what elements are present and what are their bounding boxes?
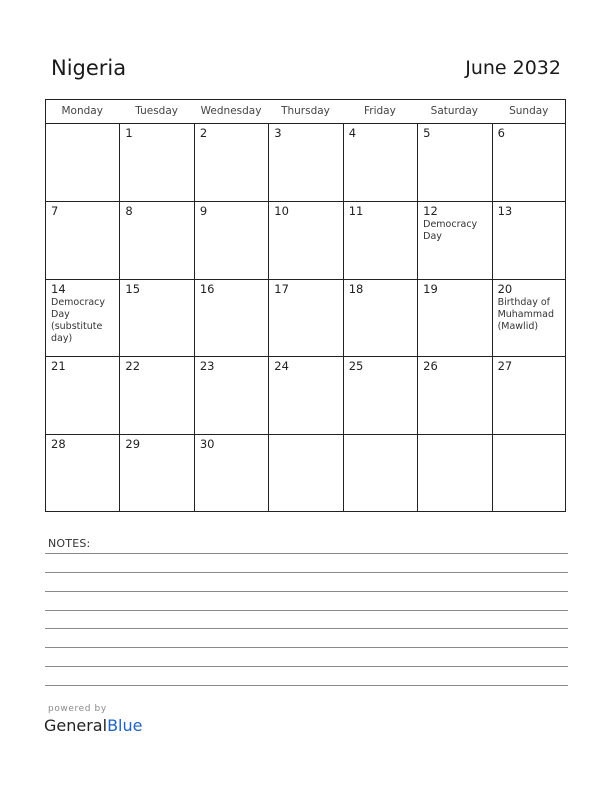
day-number: 6 [497,126,505,140]
day-cell[interactable] [492,201,566,279]
weekday-thursday: Thursday [281,105,330,117]
day-number: 17 [274,281,289,296]
day-cell[interactable] [343,356,417,434]
day-cell[interactable] [417,356,491,434]
day-cell[interactable] [268,123,342,201]
weekday-monday: Monday [61,105,103,117]
day-cell[interactable] [268,356,342,434]
grid-col-line [194,123,195,512]
day-number: 2 [199,126,208,140]
day-number: 15 [125,281,141,296]
brand-general: General [44,716,108,735]
day-number: 22 [125,359,141,374]
day-cell[interactable] [492,356,566,434]
brand-logo [44,716,142,735]
grid-col-line [343,123,344,512]
day-cell[interactable] [119,434,193,512]
day-cell[interactable] [268,434,342,512]
day-number: 19 [423,281,438,296]
day-cell[interactable] [268,201,342,279]
grid-row-line [45,279,566,280]
grid-row-line [45,356,566,357]
brand-blue: Blue [107,716,143,735]
powered-by-text: powered by [48,704,107,714]
day-cell[interactable] [194,279,268,357]
day-number: 27 [497,359,513,374]
notes-line [45,647,568,648]
grid-border-right [565,99,566,512]
day-number: 10 [274,203,289,218]
notes-label: NOTES: [48,537,91,550]
day-number: 3 [274,126,282,140]
day-number: 24 [274,359,289,374]
day-cell[interactable] [343,434,417,512]
month-title: June 2032 [465,57,561,79]
grid-border-top [45,99,566,100]
day-number: 12 [423,203,438,218]
day-cell[interactable] [119,279,193,357]
day-cell[interactable] [194,434,268,512]
day-number: 29 [125,437,141,452]
day-cell[interactable] [417,201,491,279]
weekday-wednesday: Wednesday [200,105,262,117]
day-cell[interactable] [194,201,268,279]
day-number: 4 [348,126,357,140]
day-number: 23 [199,359,215,374]
day-cell[interactable] [45,434,119,512]
day-cell[interactable] [492,123,566,201]
day-number: 1 [125,126,133,140]
day-number: 18 [348,281,364,296]
day-number: 8 [125,203,133,218]
grid-col-line [492,123,493,512]
day-number: 16 [199,281,215,296]
grid-row-line [45,201,566,202]
weekday-sunday: Sunday [509,105,549,117]
grid-border-bottom [45,511,566,512]
day-number: 14 [51,281,66,296]
notes-line [45,591,568,592]
notes-line [45,610,568,611]
day-number: 26 [423,359,438,374]
notes-line [45,628,568,629]
day-cell[interactable] [417,279,491,357]
day-number: 11 [348,203,364,218]
day-cell[interactable] [343,279,417,357]
holiday-label: Birthday of Muhammad (Mawlid) [497,296,554,332]
day-cell[interactable] [45,279,119,357]
day-cell[interactable] [119,356,193,434]
weekday-saturday: Saturday [430,105,478,117]
day-cell[interactable] [343,123,417,201]
day-number: 28 [51,437,66,452]
grid-border-left [45,99,46,512]
grid-row-line [45,123,566,124]
day-number: 25 [348,359,364,374]
day-number: 7 [51,203,59,218]
day-cell[interactable] [492,434,566,512]
notes-line [45,666,568,667]
day-cell[interactable] [343,201,417,279]
day-cell[interactable] [119,123,193,201]
day-number: 13 [497,203,513,218]
holiday-label: Democracy Day [423,218,478,242]
grid-col-line [119,123,120,512]
notes-line [45,572,568,573]
day-cell[interactable] [492,279,566,357]
weekday-friday: Friday [363,105,396,117]
day-cell[interactable] [194,356,268,434]
calendar-grid [45,99,566,512]
weekday-tuesday: Tuesday [135,105,178,117]
notes-line [45,553,568,554]
notes-line [45,685,568,686]
day-cell[interactable] [194,123,268,201]
day-cell[interactable] [417,434,491,512]
day-number: 20 [497,281,513,296]
grid-row-line [45,434,566,435]
country-title: Nigeria [51,56,127,80]
grid-col-line [268,123,269,512]
day-cell[interactable] [45,356,119,434]
day-number: 30 [199,437,215,452]
day-number: 5 [423,126,431,140]
day-number: 21 [51,359,66,374]
weekday-header [45,99,566,123]
day-cell[interactable] [119,201,193,279]
day-cell[interactable] [417,123,491,201]
day-cell[interactable] [268,279,342,357]
grid-col-line [417,123,418,512]
day-cell[interactable] [45,201,119,279]
day-cell[interactable] [45,123,119,201]
day-number: 9 [199,203,208,218]
holiday-label: Democracy Day (substitute day) [51,296,106,344]
